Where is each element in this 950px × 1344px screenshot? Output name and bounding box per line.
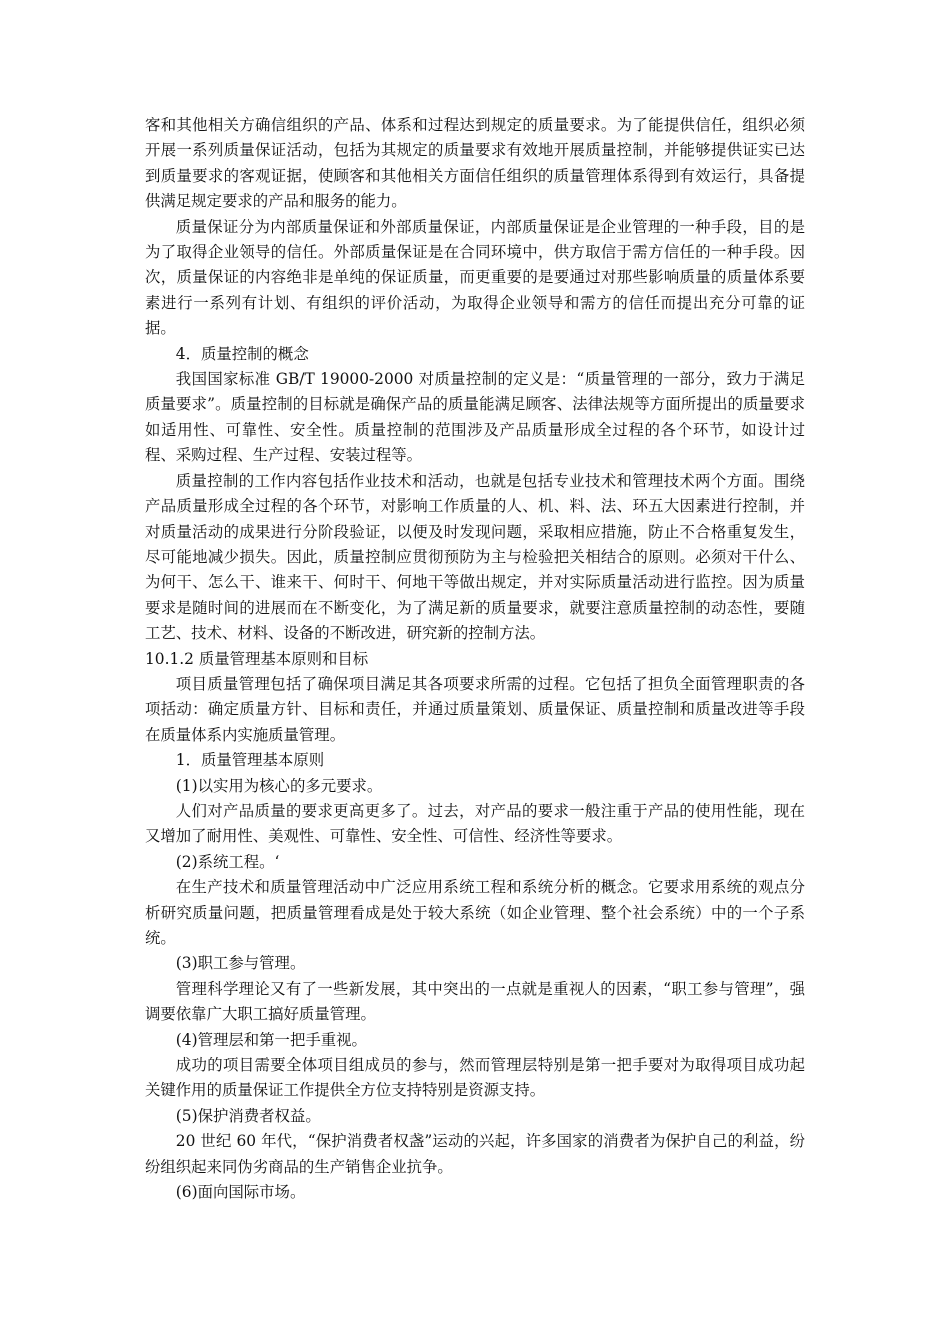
paragraph-principle-2-detail: 在生产技术和质量管理活动中广泛应用系统工程和系统分析的概念。它要求用系统的观点分析研究质量问题，把质量管理看成是处于较大系统（如企业管理、整个社会系统）中的一个子系统。 [145, 878, 805, 947]
section-heading-10-1-2: 10.1.2 质量管理基本原则和目标 [145, 649, 369, 668]
paragraph-quality-assurance-types: 质量保证分为内部质量保证和外部质量保证，内部质量保证是企业管理的一种手段，目的是为了取得企业领导的信任。外部质量保证是在合同环境中，供方取信于需方信任的一种手段。因次，质量保证的内容绝非是单纯的保证质量，而更重要的是要通过对那些影响质量的质量体系要素进行一系列有计划、有组织的评价活动，为取得企业领导和需方的信任而提出充分可靠的证据。 [145, 217, 805, 338]
paragraph-principle-5-detail: 20 世纪 60 年代，“保护消费者权盏”运动的兴起，许多国家的消费者为保护自己的利益，纷纷组织起来同伪劣商品的生产销售企业抗争。 [145, 1132, 805, 1176]
list-item-principle-5: (5)保护消费者权益。 [175, 1106, 321, 1125]
paragraph-principle-4-detail: 成功的项目需要全体项目组成员的参与，然而管理层特别是第一把手要对为取得项目成功起关键作用的质量保证工作提供全方位支持特别是资源支持。 [145, 1056, 805, 1100]
list-item-principle-4: (4)管理层和第一把手重视。 [175, 1030, 367, 1049]
document-body [145, 113, 805, 1205]
list-item-principle-2: (2)系统工程。‘ [175, 852, 280, 871]
list-item-principle-3: (3)职工参与管理。 [175, 954, 306, 973]
heading-basic-principles: 1．质量管理基本原则 [175, 751, 325, 770]
paragraph-quality-control-definition: 我国国家标准 GB/T 19000-2000 对质量控制的定义是：“质量管理的一部分，致力于满足质量要求”。质量控制的目标就是确保产品的质量能满足顾客、法律法规等方面所提出的质量要求如适用性、可靠性、安全性。质量控制的范围涉及产品质量形成全过程的各个环节，如设计过程、采购过程、生产过程、安装过程等。 [145, 370, 805, 465]
paragraph-quality-control-content: 质量控制的工作内容包括作业技术和活动，也就是包括专业技术和管理技术两个方面。围绕产品质量形成全过程的各个环节，对影响工作质量的人、机、料、法、环五大因素进行控制，并对质量活动的成果进行分阶段验证，以便及时发现问题，采取相应措施，防止不合格重复发生，尽可能地减少损失。因此，质量控制应贯彻预防为主与检验把关相结合的原则。必须对干什么、为何干、怎么干、谁来干、何时干、何地干等做出规定，并对实际质量活动进行监控。因为质量要求是随时间的进展而在不断变化，为了满足新的质量要求，就要注意质量控制的动态性，要随工艺、技术、材料、设备的不断改进，研究新的控制方法。 [145, 471, 805, 643]
heading-quality-control-concept: 4．质量控制的概念 [175, 344, 309, 363]
paragraph-quality-assurance-continued: 客和其他相关方确信组织的产品、体系和过程达到规定的质量要求。为了能提供信任，组织必须开展一系列质量保证活动，包括为其规定的质量要求有效地开展质量控制，并能够提供证实已达到质量要求的客观证据，使顾客和其他相关方面信任组织的质量管理体系得到有效运行，具备提供满足规定要求的产品和服务的能力。 [145, 116, 805, 211]
paragraph-principle-3-detail: 管理科学理论又有了一些新发展，其中突出的一点就是重视人的因素，“职工参与管理”，强调要依靠广大职工搞好质量管理。 [145, 979, 805, 1024]
paragraph-principle-1-detail: 人们对产品质量的要求更高更多了。过去，对产品的要求一般注重于产品的使用性能，现在又增加了耐用性、美观性、可靠性、安全性、可信性、经济性等要求。 [145, 801, 805, 846]
list-item-principle-6: (6)面向国际市场。 [175, 1183, 306, 1202]
paragraph-project-quality-management: 项目质量管理包括了确保项目满足其各项要求所需的过程。它包括了担负全面管理职责的各项括动：确定质量方针、目标和责任，并通过质量策划、质量保证、质量控制和质量改进等手段在质量体系内实施质量管理。 [145, 674, 805, 744]
list-item-principle-1: (1)以实用为核心的多元要求。 [175, 776, 383, 795]
